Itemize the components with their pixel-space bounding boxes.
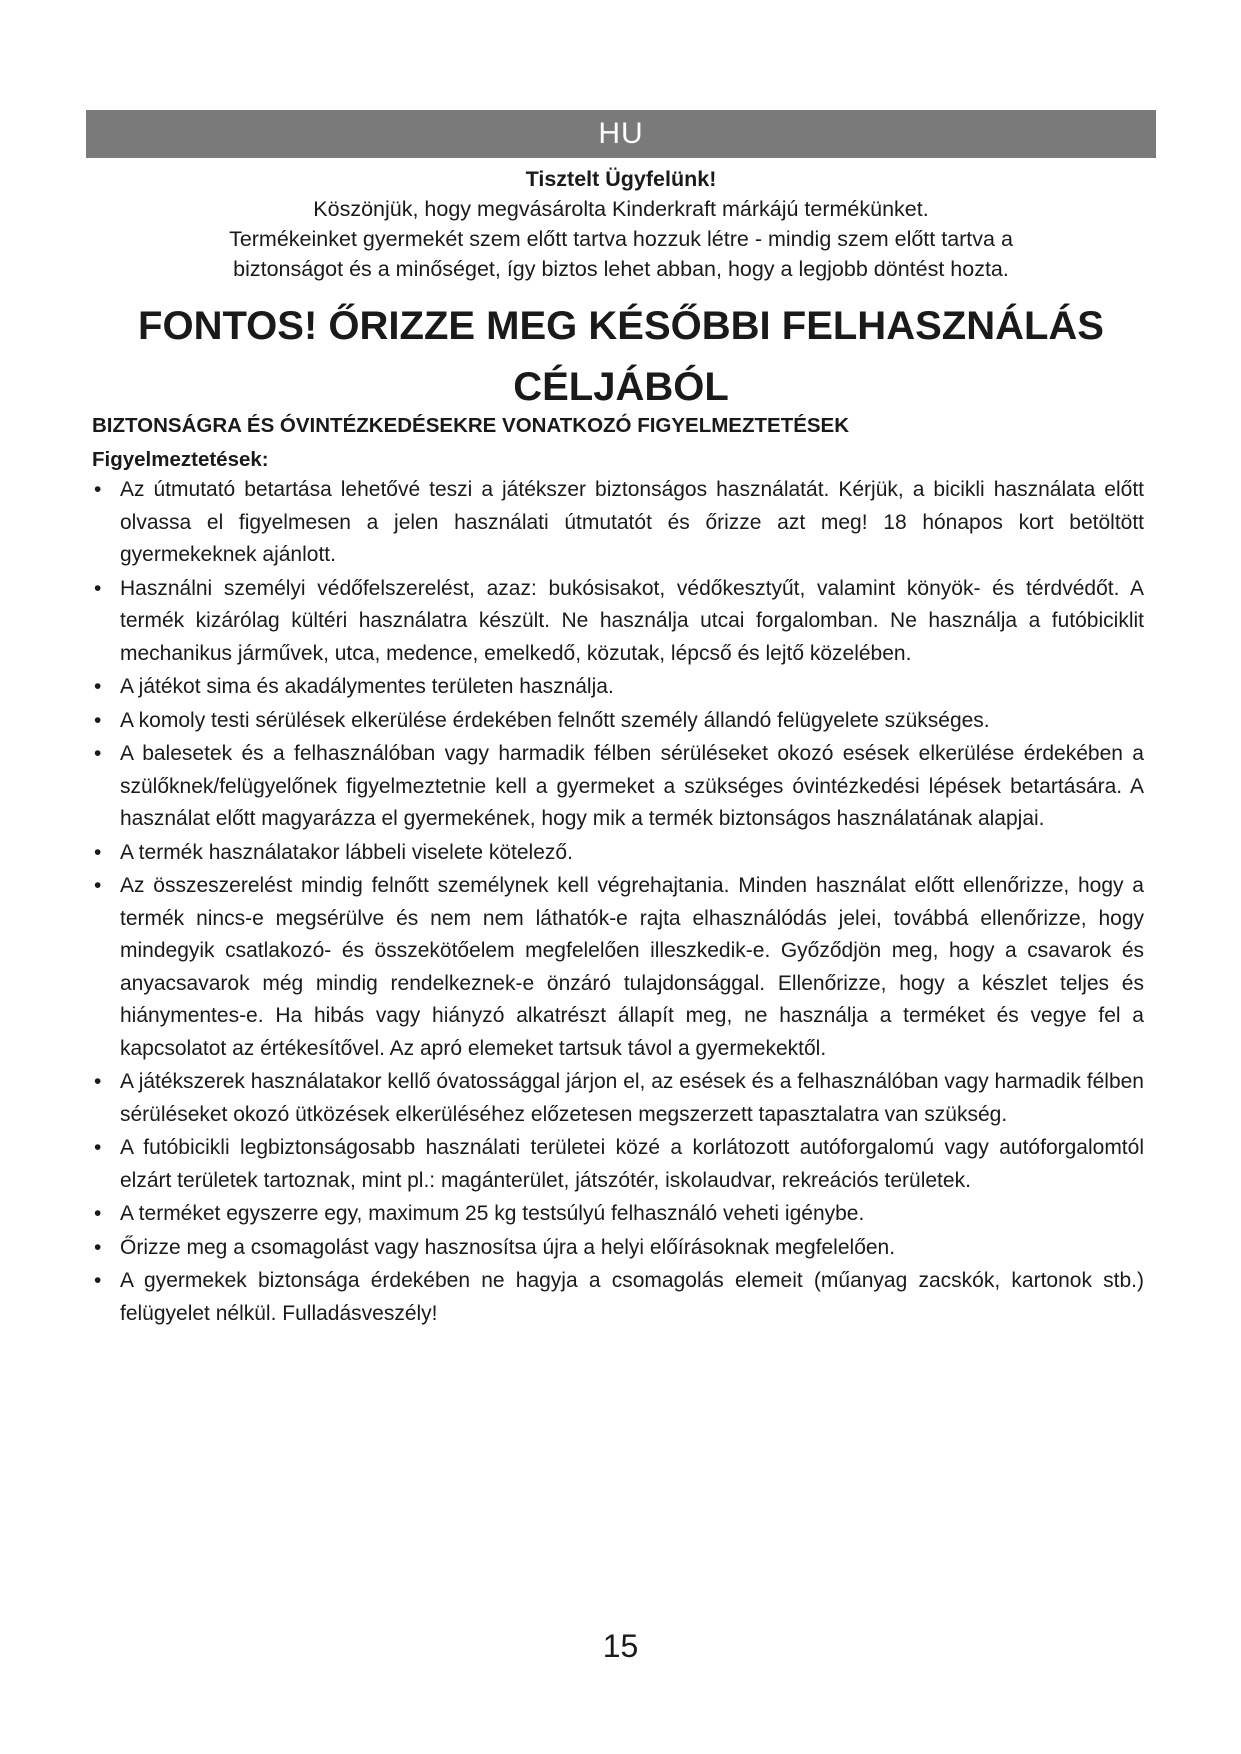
bullet-icon: • [94,1136,102,1159]
list-item [92,1066,1144,1131]
section-heading: BIZTONSÁGRA ÉS ÓVINTÉZKEDÉSEKRE VONATKOZÓ FIGYELMEZTETÉSEK [92,414,850,437]
list-item-text: A komoly testi sérülések elkerülése érdekében felnőtt személy állandó felügyelete szükséges. [120,708,990,732]
bullet-icon: • [94,1070,102,1093]
list-item-text: A játékszerek használatakor kellő óvatossággal járjon el, az esések és a felhasználóban vagy harmadik félben sérüléseket okozó ütközések elkerüléséhez előzetesen megszerzett tapasztalatra van szükség. [120,1070,1144,1126]
list-item [92,1132,1144,1197]
bullet-icon: • [94,576,102,600]
list-item [92,705,1144,738]
bullet-icon: • [94,874,102,897]
intro-line: Termékeinket gyermekét szem előtt tartva hozzuk létre - mindig szem előtt tartva a [229,227,1013,251]
language-header-bar [86,110,1156,158]
warnings-list [92,474,1144,1331]
list-item [92,1265,1144,1330]
intro-block [86,164,1156,284]
bullet-icon: • [94,675,102,698]
intro-line: biztonságot és a minőséget, így biztos lehet abban, hogy a legjobb döntést hozta. [233,257,1009,281]
list-item [92,1232,1144,1265]
bullet-icon: • [94,1235,102,1259]
bullet-icon: • [94,1269,102,1292]
page-title [86,296,1156,418]
page-number: 15 [602,1628,639,1664]
bullet-icon: • [94,1202,102,1225]
list-item-text: A gyermekek biztonsága érdekében ne hagyja a csomagolás elemeit (műanyag zacskók, kartonok stb.) felügyelet nélkül. Fulladásveszély! [120,1269,1144,1325]
bullet-icon: • [94,708,102,732]
language-code: HU [598,117,644,150]
list-item [92,573,1144,671]
list-item-text: A balesetek és a felhasználóban vagy harmadik félben sérüléseket okozó esések elkerülése érdekében a szülőknek/felügyelőnek figyelmeztetnie kell a gyermeket a szükséges óvintézkedési lépések betartására. A használat előtt magyarázza el gyermekének, hogy mik a termék biztonságos használatának alapjai. [120,742,1144,830]
list-item [92,1198,1144,1231]
greeting: Tisztelt Ügyfelünk! [525,167,717,191]
bullet-icon: • [94,478,102,501]
list-item-text: A terméket egyszerre egy, maximum 25 kg testsúlyú felhasználó veheti igénybe. [120,1202,865,1225]
page-title-line: CÉLJÁBÓL [513,365,729,409]
list-item-text: Őrizze meg a csomagolást vagy hasznosítsa újra a helyi előírásoknak megfelelően. [120,1235,896,1259]
list-item-text: A játékot sima és akadálymentes területen használja. [120,675,614,698]
list-item-text: A futóbicikli legbiztonságosabb használati területei közé a korlátozott autóforgalomú vagy autóforgalomtól elzárt területek tartoznak, mint pl.: magánterület, játszótér, iskolaudvar, rekreációs területek. [120,1136,1144,1192]
page-title-line: FONTOS! ŐRIZZE MEG KÉSŐBBI FELHASZNÁLÁS [138,304,1104,348]
list-item [92,671,1144,704]
intro-line: Köszönjük, hogy megvásárolta Kinderkraft márkájú termékünket. [313,197,929,221]
list-item-text: Az összeszerelést mindig felnőtt személynek kell végrehajtania. Minden használat előtt ellenőrizze, hogy a termék nincs-e megsérülve és nem nem láthatók-e rajta elhasználódás jelei, továbbá ellenőrizze, hogy mindegyik csatlakozó- és összekötőelem megfelelően illeszkedik-e. Győződjön meg, hogy a csavarok és anyacsavarok még mindig rendelkeznek-e önzáró tulajdonsággal. Ellenőrizze, hogy a készlet teljes és hiánymentes-e. Ha hibás vagy hiányzó alkatrészt állapít meg, ne használja a terméket és vegye fel a kapcsolatot az értékesítővel. Az apró elemeket tartsuk távol a gyermekektől. [120,874,1144,1060]
list-item [92,738,1144,836]
warnings-subheading: Figyelmeztetések: [92,448,269,471]
list-item [92,870,1144,1065]
list-item-text: Az útmutató betartása lehetővé teszi a játékszer biztonságos használatát. Kérjük, a bicikli használata előtt olvassa el figyelmesen a jelen használati útmutatót és őrizze azt meg! 18 hónapos kort betöltött gyermekeknek ajánlott. [120,478,1144,566]
list-item-text: Használni személyi védőfelszerelést, azaz: bukósisakot, védőkesztyűt, valamint könyök- és térdvédőt. A termék kizárólag kültéri használatra készült. Ne használja utcai forgalomban. Ne használja a futóbiciklit mechanikus járművek, utca, medence, emelkedő, közutak, lépcső és lejtő közelében. [120,576,1144,665]
list-item [92,474,1144,572]
list-item [92,837,1144,870]
bullet-icon: • [94,742,102,765]
list-item-text: A termék használatakor lábbeli viselete kötelező. [120,840,573,864]
bullet-icon: • [94,840,102,864]
